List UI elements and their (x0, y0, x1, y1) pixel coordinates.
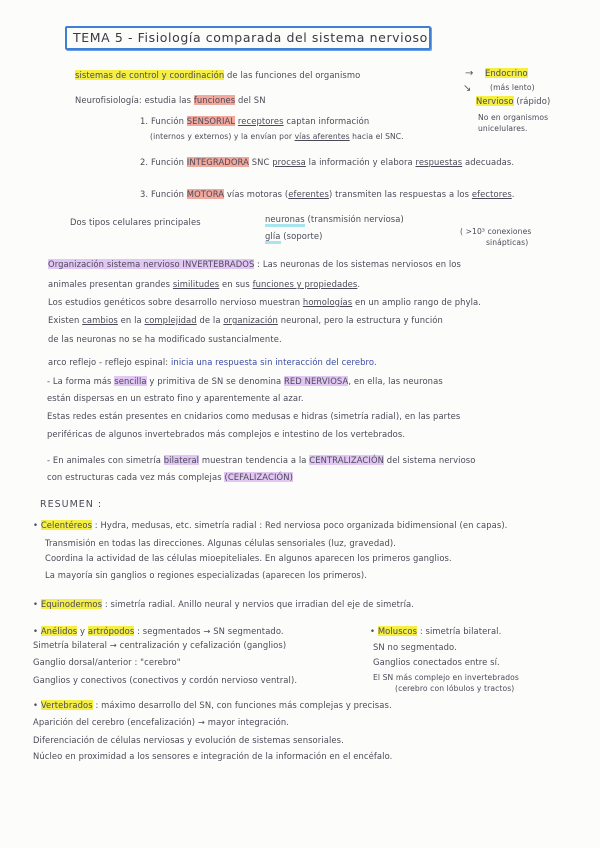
section-heading (40, 499, 102, 510)
note-text: hacia el SNC. (349, 132, 404, 141)
note-line (48, 315, 443, 326)
note-text: 1. Función (140, 116, 187, 126)
note-line (47, 455, 475, 466)
note-text: : Las neuronas de los sistemas nerviosos en los (254, 259, 461, 269)
note-text: • (370, 626, 378, 636)
note-text: (cerebro con lóbulos y tractos) (395, 684, 515, 693)
note-line (370, 626, 501, 637)
note-text: RESUMEN : (40, 499, 103, 510)
note-text: en sus (219, 279, 253, 289)
note-text: del sistema nervioso (384, 455, 476, 465)
note-line (48, 279, 360, 290)
note-text: : máximo desarrollo del SN, con funciones más complejas y precisas. (92, 700, 392, 710)
note-text: Existen (48, 315, 83, 325)
note-line (48, 334, 282, 345)
highlighted-text: Celentéreos (40, 520, 93, 530)
note-text: unicelulares. (478, 124, 528, 133)
note-line (48, 259, 461, 270)
note-text: Ganglios y conectivos (conectivos y cordón nervioso ventral). (33, 675, 298, 685)
note-text: y (77, 626, 88, 636)
highlighted-text: (CEFALIZACIÓN) (224, 472, 293, 482)
note-line (140, 116, 369, 127)
highlighted-text: complejidad (144, 315, 197, 325)
highlighted-text: SENSORIAL (186, 116, 236, 126)
note-line (33, 657, 181, 668)
highlighted-text: RED NERVIOSA (283, 376, 349, 386)
note-text: SNC (248, 157, 273, 167)
note-text: Simetría bilateral → centralización y cefalización (ganglios) (33, 640, 287, 650)
note-text: con estructuras cada vez más complejas (47, 472, 225, 482)
note-text: ) transmiten las respuestas a los (328, 189, 472, 199)
note-line (47, 429, 405, 440)
highlighted-text: respuestas (415, 157, 463, 167)
highlighted-text: similitudes (172, 279, 220, 289)
note-text: y primitiva de SN se denomina (146, 376, 284, 386)
note-line (33, 700, 392, 711)
note-text: . (357, 279, 361, 289)
note-text: (internos y externos) y la envían por (150, 132, 295, 141)
note-line (478, 112, 548, 123)
note-text: muestran tendencia a la (199, 455, 310, 465)
note-line (373, 672, 519, 683)
note-line (490, 82, 535, 93)
title-box (65, 26, 431, 50)
note-line (47, 411, 460, 422)
note-line (476, 96, 550, 107)
highlighted-text: INTEGRADORA (186, 157, 249, 167)
note-text: • (33, 626, 41, 636)
highlighted-text: inicia una respuesta sin interacción del cerebro. (170, 357, 377, 367)
note-text: ( >10³ conexiones (460, 227, 532, 236)
note-text: la información y elabora (305, 157, 416, 167)
arrow-down-right-icon: ↘ (463, 83, 472, 94)
note-text: Núcleo en proximidad a los sensores e integración de la información en el encéfalo. (33, 751, 393, 761)
note-text: El SN más complejo en invertebrados (373, 673, 519, 682)
note-text: (transmisión nerviosa) (304, 214, 404, 224)
note-text: animales presentan grandes (48, 279, 173, 289)
highlighted-text: sencilla (114, 376, 147, 386)
highlighted-text: Nervioso (476, 96, 514, 106)
note-text: de las neuronas no se ha modificado sustancialmente. (48, 334, 282, 344)
note-text: (rápido) (513, 96, 551, 106)
note-line (48, 357, 377, 368)
note-line (47, 393, 304, 404)
note-text: Ganglios conectados entre sí. (373, 657, 500, 667)
note-text: (soporte) (280, 231, 323, 241)
note-line (373, 642, 457, 653)
note-line (150, 131, 404, 142)
note-text: La mayoría sin ganglios o regiones especializadas (aparecen los primeros). (45, 570, 368, 580)
note-line (33, 717, 289, 728)
note-line (33, 520, 507, 531)
note-text: , en ella, las neuronas (348, 376, 443, 386)
note-line (395, 683, 514, 694)
note-line (48, 297, 481, 308)
note-line (486, 237, 528, 248)
highlighted-text: sistemas de control y coordinación (75, 70, 225, 80)
highlighted-text: MOTORA (186, 189, 225, 199)
note-text: en la (117, 315, 145, 325)
note-text: Neurofisiología: estudia las (75, 95, 194, 105)
note-text: 2. Función (140, 157, 187, 167)
note-text: SN no segmentado. (373, 642, 457, 652)
note-line (478, 123, 528, 134)
highlighted-text: Moluscos (377, 626, 418, 636)
note-text: (más lento) (490, 83, 535, 92)
note-line (33, 675, 297, 686)
highlighted-text: glía (265, 231, 281, 244)
note-line (45, 553, 452, 564)
note-line (33, 640, 286, 651)
note-line (45, 570, 367, 581)
note-text: . (511, 189, 515, 199)
note-text: neuronal, pero la estructura y función (277, 315, 443, 325)
note-text: de las funciones del organismo (224, 70, 361, 80)
note-text: - En animales con simetría (47, 455, 164, 465)
note-text: Coordina la actividad de las células mioepiteliales. En algunos aparecen los primeros ganglios. (45, 553, 452, 563)
note-line (140, 157, 514, 168)
highlighted-text: bilateral (163, 455, 200, 465)
note-text: Ganglio dorsal/anterior : "cerebro" (33, 657, 181, 667)
note-text: No en organismos (478, 113, 549, 122)
note-text: vías motoras ( (224, 189, 289, 199)
highlighted-text: eferentes (288, 189, 329, 199)
highlighted-text: funciones y propiedades (252, 279, 358, 289)
note-line (265, 231, 323, 242)
note-text: : Hydra, medusas, etc. simetría radial : Red nerviosa poco organizada bidimensional (en capas). (92, 520, 508, 530)
note-line (33, 626, 284, 637)
note-line (33, 599, 414, 610)
note-line (70, 217, 201, 228)
note-text: 3. Función (140, 189, 187, 199)
note-line (33, 751, 392, 762)
note-line (140, 189, 515, 200)
highlighted-text: funciones (193, 95, 236, 105)
note-text: • (33, 520, 41, 530)
highlighted-text: homologías (302, 297, 353, 307)
note-line (45, 538, 396, 549)
note-text: : simetría radial. Anillo neural y nervios que irradian del eje de simetría. (102, 599, 415, 609)
note-text: Aparición del cerebro (encefalización) → mayor integración. (33, 717, 290, 727)
highlighted-text: cambios (82, 315, 118, 325)
highlighted-text: artrópodos (87, 626, 135, 636)
note-text: captan información (283, 116, 370, 126)
highlighted-text: vías aferentes (294, 132, 350, 141)
highlighted-text: Organización sistema nervioso INVERTEBRADOS (48, 259, 255, 269)
note-line (373, 657, 500, 668)
note-text: Estas redes están presentes en cnidarios como medusas e hidras (simetría radial), en las partes (47, 411, 461, 421)
note-text: Dos tipos celulares principales (70, 217, 201, 227)
highlighted-text: receptores (237, 116, 284, 126)
highlighted-text: efectores (471, 189, 512, 199)
note-text: • (33, 599, 41, 609)
note-text: Diferenciación de células nerviosas y evolución de sistemas sensoriales. (33, 735, 344, 745)
note-line (47, 376, 443, 387)
note-line (33, 735, 344, 746)
highlighted-text: CENTRALIZACIÓN (309, 455, 385, 465)
note-text: de la (196, 315, 224, 325)
note-text: • (33, 700, 41, 710)
note-text: - La forma más (47, 376, 115, 386)
note-text: periféricas de algunos invertebrados más complejos e intestino de los vertebrados. (47, 429, 406, 439)
note-line (265, 214, 404, 225)
note-line (75, 95, 266, 106)
highlighted-text: Endocrino (485, 68, 528, 78)
note-text: del SN (235, 95, 266, 105)
note-text: sinápticas) (486, 238, 529, 247)
note-text: adecuadas. (462, 157, 515, 167)
arrow-right-icon: → (465, 68, 474, 79)
note-line (460, 226, 531, 237)
highlighted-text: neuronas (265, 214, 305, 227)
highlighted-text: organización (223, 315, 278, 325)
highlighted-text: procesa (272, 157, 306, 167)
note-line (47, 472, 293, 483)
note-line (75, 70, 360, 81)
note-text: están dispersas en un estrato fino y aparentemente al azar. (47, 393, 304, 403)
highlighted-text: Anélidos (40, 626, 78, 636)
note-line (485, 68, 528, 79)
note-text: : segmentados → SN segmentado. (134, 626, 284, 636)
note-text: Los estudios genéticos sobre desarrollo nervioso muestran (48, 297, 303, 307)
highlighted-text: Vertebrados (40, 700, 93, 710)
note-text: arco reflejo - reflejo espinal: (48, 357, 171, 367)
note-text: Transmisión en todas las direcciones. Algunas células sensoriales (luz, gravedad). (45, 538, 397, 548)
page-title: TEMA 5 - Fisiología comparada del sistema nervioso (73, 30, 428, 45)
note-text: : simetría bilateral. (417, 626, 502, 636)
note-text: en un amplio rango de phyla. (352, 297, 482, 307)
highlighted-text: Equinodermos (40, 599, 103, 609)
